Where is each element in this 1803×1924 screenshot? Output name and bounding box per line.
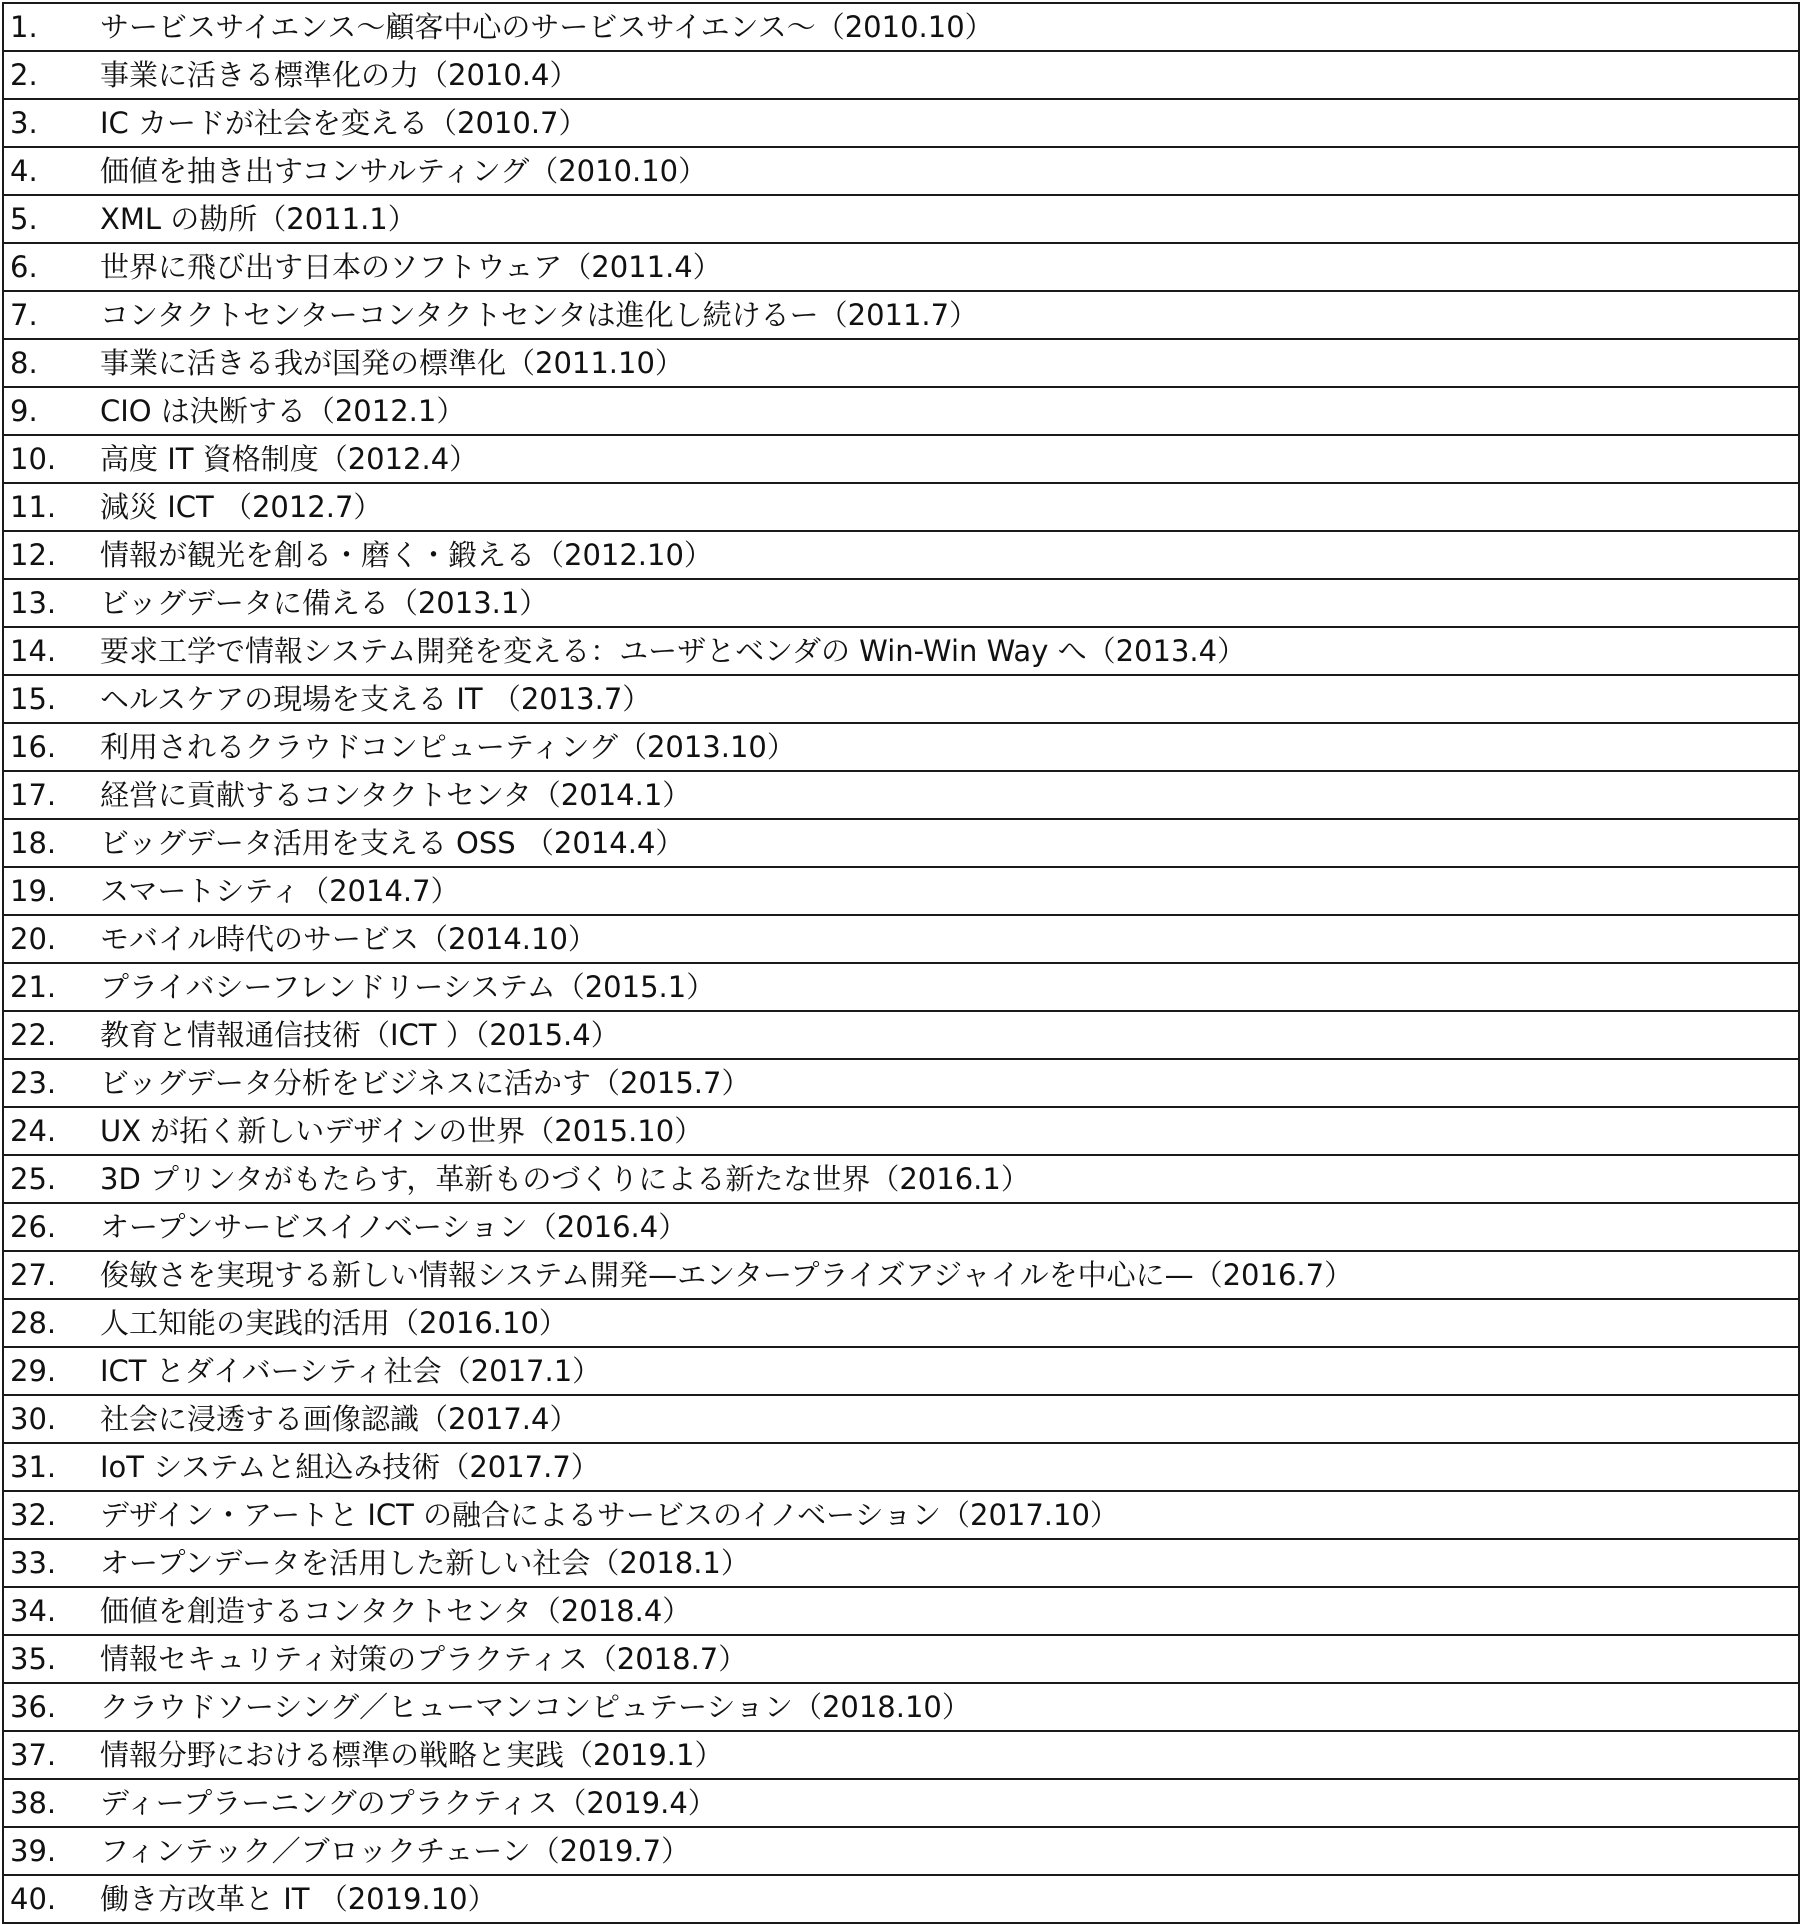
item-number: 31. — [10, 1450, 57, 1484]
item-number: 20. — [10, 922, 57, 956]
list-row — [3, 1827, 1799, 1875]
list-row — [3, 243, 1799, 291]
item-number: 16. — [10, 730, 57, 764]
item-number: 40. — [10, 1882, 57, 1916]
list-row — [3, 1251, 1799, 1299]
list-cell — [3, 483, 1799, 531]
list-row — [3, 819, 1799, 867]
item-title: 価値を抽き出すコンサルティング（2010.10） — [100, 154, 708, 188]
item-number: 27. — [10, 1258, 57, 1292]
item-number: 4. — [10, 154, 38, 188]
item-title: ビッグデータ分析をビジネスに活かす（2015.7） — [100, 1066, 751, 1100]
list-row — [3, 1059, 1799, 1107]
list-row — [3, 675, 1799, 723]
item-title: CIO は決断する（2012.1） — [100, 394, 466, 428]
list-cell — [3, 1299, 1799, 1347]
item-title: 働き方改革と IT （2019.10） — [100, 1882, 497, 1916]
list-cell — [3, 1203, 1799, 1251]
list-row — [3, 147, 1799, 195]
item-number: 12. — [10, 538, 57, 572]
item-number: 1. — [10, 10, 38, 44]
item-title: 価値を創造するコンタクトセンタ（2018.4） — [100, 1594, 692, 1628]
item-number: 9. — [10, 394, 38, 428]
item-title: ビッグデータ活用を支える OSS （2014.4） — [100, 826, 685, 860]
list-row — [3, 1443, 1799, 1491]
list-row — [3, 963, 1799, 1011]
list-cell — [3, 531, 1799, 579]
list-row — [3, 1299, 1799, 1347]
list-cell — [3, 243, 1799, 291]
item-number: 25. — [10, 1162, 57, 1196]
item-title: モバイル時代のサービス（2014.10） — [100, 922, 597, 956]
list-row — [3, 3, 1799, 51]
item-title: 情報が観光を創る・磨く・鍛える（2012.10） — [100, 538, 713, 572]
list-cell — [3, 1155, 1799, 1203]
list-row — [3, 1587, 1799, 1635]
item-number: 14. — [10, 634, 57, 668]
item-title: コンタクトセンターコンタクトセンタは進化し続けるー（2011.7） — [100, 298, 979, 332]
item-title: 事業に活きる我が国発の標準化（2011.10） — [100, 346, 684, 380]
list-cell — [3, 195, 1799, 243]
list-row — [3, 1731, 1799, 1779]
item-number: 6. — [10, 250, 38, 284]
item-title: 世界に飛び出す日本のソフトウェア（2011.4） — [100, 250, 722, 284]
item-number: 19. — [10, 874, 57, 908]
list-row — [3, 1683, 1799, 1731]
list-cell — [3, 3, 1799, 51]
item-number: 5. — [10, 202, 38, 236]
item-title: 利用されるクラウドコンピューティング（2013.10） — [100, 730, 796, 764]
list-cell — [3, 675, 1799, 723]
item-title: スマートシティ（2014.7） — [100, 874, 460, 908]
item-title: 高度 IT 資格制度（2012.4） — [100, 442, 479, 476]
item-number: 10. — [10, 442, 57, 476]
list-cell — [3, 339, 1799, 387]
item-title: IoT システムと組込み技術（2017.7） — [100, 1450, 600, 1484]
list-cell — [3, 1491, 1799, 1539]
item-title: サービスサイエンス〜顧客中心のサービスサイエンス〜（2010.10） — [100, 10, 994, 44]
list-row — [3, 1107, 1799, 1155]
item-number: 8. — [10, 346, 38, 380]
list-row — [3, 1347, 1799, 1395]
item-number: 15. — [10, 682, 57, 716]
list-cell — [3, 1107, 1799, 1155]
item-title: 情報セキュリティ対策のプラクティス（2018.7） — [100, 1642, 748, 1676]
list-cell — [3, 1539, 1799, 1587]
list-row — [3, 1539, 1799, 1587]
item-number: 11. — [10, 490, 57, 524]
list-cell — [3, 291, 1799, 339]
item-number: 26. — [10, 1210, 57, 1244]
list-row — [3, 99, 1799, 147]
item-number: 37. — [10, 1738, 57, 1772]
list-cell — [3, 963, 1799, 1011]
list-cell — [3, 723, 1799, 771]
item-title: 経営に貢献するコンタクトセンタ（2014.1） — [100, 778, 692, 812]
item-title: 情報分野における標準の戦略と実践（2019.1） — [100, 1738, 724, 1772]
list-row — [3, 1155, 1799, 1203]
special-issue-list-table — [2, 2, 1800, 1924]
list-row — [3, 1779, 1799, 1827]
item-title: ヘルスケアの現場を支える IT （2013.7） — [100, 682, 652, 716]
item-number: 38. — [10, 1786, 57, 1820]
list-row — [3, 531, 1799, 579]
item-number: 33. — [10, 1546, 57, 1580]
item-title: 要求工学で情報システム開発を変える：ユーザとベンダの Win-Win Way へ（2013.4） — [100, 634, 1247, 668]
list-cell — [3, 1779, 1799, 1827]
list-row — [3, 435, 1799, 483]
item-title: IC カードが社会を変える（2010.7） — [100, 106, 588, 140]
list-cell — [3, 867, 1799, 915]
item-title: オープンデータを活用した新しい社会（2018.1） — [100, 1546, 750, 1580]
list-body — [3, 3, 1799, 1923]
item-number: 34. — [10, 1594, 57, 1628]
list-row — [3, 579, 1799, 627]
list-row — [3, 771, 1799, 819]
list-row — [3, 1011, 1799, 1059]
list-cell — [3, 1395, 1799, 1443]
item-title: オープンサービスイノベーション（2016.4） — [100, 1210, 688, 1244]
item-title: XML の勘所（2011.1） — [100, 202, 417, 236]
list-cell — [3, 51, 1799, 99]
list-row — [3, 195, 1799, 243]
item-number: 35. — [10, 1642, 57, 1676]
item-number: 13. — [10, 586, 57, 620]
item-title: フィンテック／ブロックチェーン（2019.7） — [100, 1834, 691, 1868]
item-number: 2. — [10, 58, 38, 92]
item-title: 俊敏さを実現する新しい情報システム開発—エンタープライズアジャイルを中心に—（2016.7） — [100, 1258, 1354, 1292]
item-title: 事業に活きる標準化の力（2010.4） — [100, 58, 579, 92]
list-cell — [3, 1635, 1799, 1683]
list-cell — [3, 1443, 1799, 1491]
list-row — [3, 867, 1799, 915]
list-cell — [3, 1731, 1799, 1779]
list-row — [3, 291, 1799, 339]
list-row — [3, 627, 1799, 675]
item-title: デザイン・アートと ICT の融合によるサービスのイノベーション（2017.10） — [100, 1498, 1119, 1532]
list-cell — [3, 1251, 1799, 1299]
item-number: 22. — [10, 1018, 57, 1052]
list-cell — [3, 435, 1799, 483]
list-row — [3, 1635, 1799, 1683]
list-row — [3, 1875, 1799, 1923]
list-row — [3, 1491, 1799, 1539]
list-row — [3, 51, 1799, 99]
list-cell — [3, 819, 1799, 867]
item-title: ICT とダイバーシティ社会（2017.1） — [100, 1354, 602, 1388]
list-cell — [3, 1587, 1799, 1635]
list-cell — [3, 1059, 1799, 1107]
item-title: クラウドソーシング／ヒューマンコンピュテーション（2018.10） — [100, 1690, 971, 1724]
item-title: 3D プリンタがもたらす，革新ものづくりによる新たな世界（2016.1） — [100, 1162, 1030, 1196]
list-cell — [3, 99, 1799, 147]
item-number: 39. — [10, 1834, 57, 1868]
list-cell — [3, 147, 1799, 195]
item-number: 3. — [10, 106, 38, 140]
list-row — [3, 1203, 1799, 1251]
item-title: プライバシーフレンドリーシステム（2015.1） — [100, 970, 716, 1004]
item-number: 24. — [10, 1114, 57, 1148]
list-cell — [3, 1011, 1799, 1059]
item-number: 32. — [10, 1498, 57, 1532]
list-cell — [3, 1683, 1799, 1731]
item-number: 29. — [10, 1354, 57, 1388]
list-row — [3, 723, 1799, 771]
list-row — [3, 387, 1799, 435]
list-cell — [3, 627, 1799, 675]
item-number: 36. — [10, 1690, 57, 1724]
list-row — [3, 483, 1799, 531]
list-row — [3, 1395, 1799, 1443]
item-number: 17. — [10, 778, 57, 812]
item-title: 教育と情報通信技術（ICT ）（2015.4） — [100, 1018, 620, 1052]
item-number: 28. — [10, 1306, 57, 1340]
list-row — [3, 339, 1799, 387]
item-number: 18. — [10, 826, 57, 860]
item-number: 23. — [10, 1066, 57, 1100]
item-title: 減災 ICT （2012.7） — [100, 490, 383, 524]
item-number: 7. — [10, 298, 38, 332]
list-row — [3, 915, 1799, 963]
list-cell — [3, 1875, 1799, 1923]
list-cell — [3, 771, 1799, 819]
list-cell — [3, 579, 1799, 627]
list-cell — [3, 1347, 1799, 1395]
item-title: UX が拓く新しいデザインの世界（2015.10） — [100, 1114, 704, 1148]
list-cell — [3, 915, 1799, 963]
item-title: ビッグデータに備える（2013.1） — [100, 586, 549, 620]
list-cell — [3, 387, 1799, 435]
item-title: ディープラーニングのプラクティス（2019.4） — [100, 1786, 717, 1820]
item-number: 21. — [10, 970, 57, 1004]
item-number: 30. — [10, 1402, 57, 1436]
list-cell — [3, 1827, 1799, 1875]
item-title: 社会に浸透する画像認識（2017.4） — [100, 1402, 579, 1436]
item-title: 人工知能の実践的活用（2016.10） — [100, 1306, 568, 1340]
